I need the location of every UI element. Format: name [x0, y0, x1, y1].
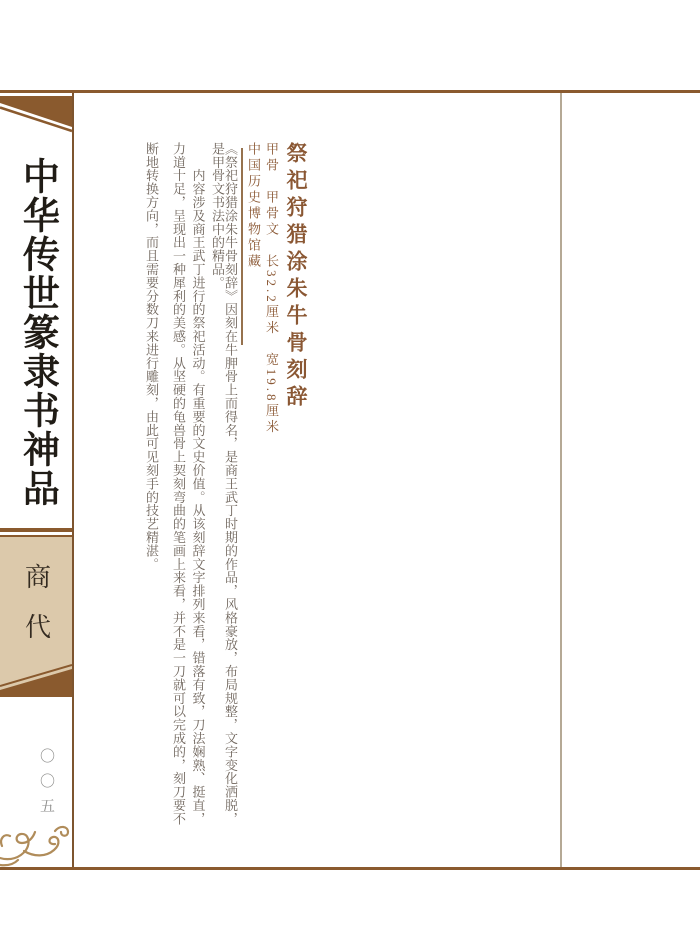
folio-number: 〇〇五 [38, 748, 54, 823]
artifact-meta: 甲骨 甲骨文 长32.2厘米 宽19.8厘米 [264, 142, 279, 436]
dynasty-tab [0, 537, 72, 697]
dynasty-label: 商代 [21, 563, 51, 663]
body-column: 《祭祀狩猎涂朱牛骨刻辞》因刻在牛胛骨上而得名，是商王武丁时期的作品，风格豪放，布局规整，文字变化洒脱， [223, 142, 238, 826]
body-column: 内容涉及商王武丁进行的祭祀活动。有重要的文史价值。从该刻辞文字排列来看，错落有致，刀法娴熟、挺直， [190, 142, 206, 826]
right-column-rule [560, 93, 562, 867]
banner-corner-decoration [0, 90, 72, 136]
scroll-flourish-icon [0, 818, 72, 868]
artifact-title: 祭祀狩猎涂朱牛骨刻辞 [284, 142, 308, 412]
header-body-divider [241, 148, 243, 345]
article-text-block [140, 142, 306, 832]
dynasty-separator-band [0, 528, 72, 532]
body-column: 断地转换方向，而且需要分数刀来进行雕刻，由此可见刻手的技艺精湛。 [144, 142, 159, 571]
collection-line: 中国历史博物馆藏 [246, 142, 261, 270]
body-column: 力道十足，呈现出一种犀利的美感。从坚硬的龟兽骨上契刻弯曲的笔画上来看，并不是一刀就可以完成的，刻刀要不 [171, 142, 186, 826]
body-column: 是甲骨文书法中的精品。 [210, 142, 225, 290]
dynasty-tab-wedge-decoration [0, 662, 72, 697]
series-title: 中华传世篆隶书神品 [16, 157, 58, 508]
top-rule [0, 90, 700, 93]
bottom-rule [0, 867, 700, 870]
sidebar-rule [72, 93, 74, 867]
